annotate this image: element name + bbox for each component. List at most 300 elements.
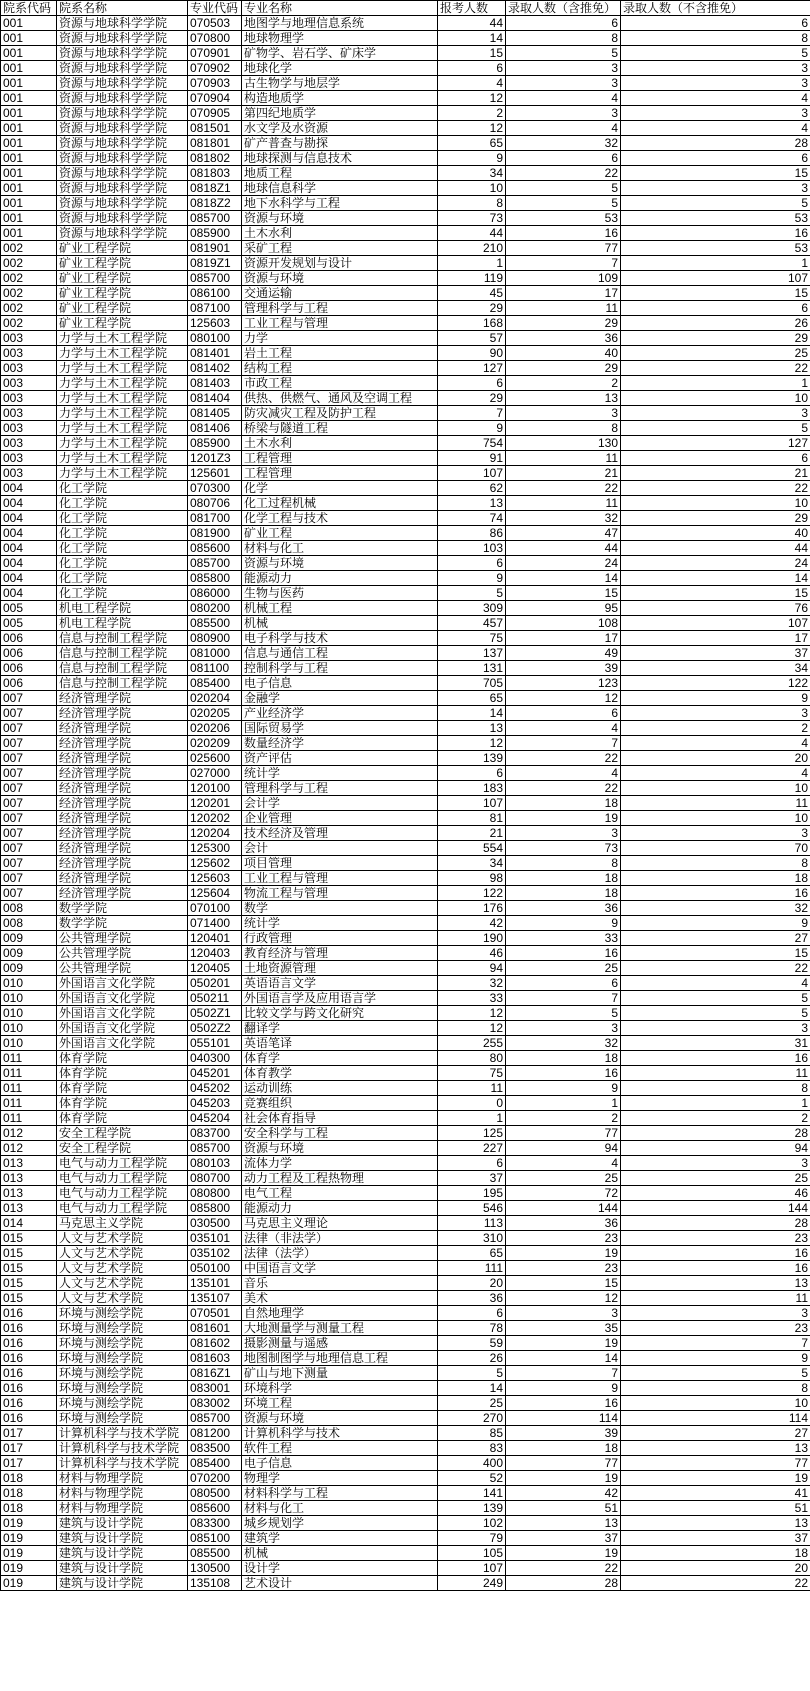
cell-admitted-excl: 10 [621, 391, 810, 406]
cell-dept-name: 经济管理学院 [57, 796, 188, 811]
cell-major-code: 135108 [188, 1576, 242, 1591]
cell-admitted-excl: 22 [621, 361, 810, 376]
cell-dept-code: 016 [1, 1306, 57, 1321]
cell-applicants: 754 [438, 436, 506, 451]
cell-dept-name: 矿业工程学院 [57, 301, 188, 316]
header-row [1, 1, 810, 16]
cell-admitted-excl: 11 [621, 1066, 810, 1081]
cell-applicants: 400 [438, 1456, 506, 1471]
cell-applicants: 34 [438, 856, 506, 871]
cell-admitted-incl: 16 [506, 226, 621, 241]
cell-admitted-excl: 3 [621, 181, 810, 196]
cell-major-code: 081602 [188, 1336, 242, 1351]
cell-applicants: 10 [438, 181, 506, 196]
cell-admitted-excl: 23 [621, 1321, 810, 1336]
cell-dept-code: 007 [1, 856, 57, 871]
cell-dept-name: 经济管理学院 [57, 871, 188, 886]
table-row [1, 136, 810, 151]
cell-admitted-incl: 11 [506, 301, 621, 316]
cell-dept-code: 019 [1, 1561, 57, 1576]
cell-dept-name: 矿业工程学院 [57, 271, 188, 286]
table-row [1, 601, 810, 616]
cell-applicants: 102 [438, 1516, 506, 1531]
cell-applicants: 139 [438, 1501, 506, 1516]
cell-admitted-incl: 22 [506, 166, 621, 181]
cell-dept-name: 建筑与设计学院 [57, 1531, 188, 1546]
cell-major-name: 电子科学与技术 [242, 631, 438, 646]
cell-dept-code: 002 [1, 301, 57, 316]
cell-major-name: 矿物学、岩石学、矿床学 [242, 46, 438, 61]
cell-dept-code: 001 [1, 46, 57, 61]
table-row [1, 316, 810, 331]
cell-admitted-incl: 19 [506, 811, 621, 826]
cell-dept-code: 007 [1, 826, 57, 841]
cell-dept-code: 012 [1, 1126, 57, 1141]
cell-applicants: 25 [438, 1396, 506, 1411]
cell-applicants: 78 [438, 1321, 506, 1336]
cell-admitted-incl: 29 [506, 316, 621, 331]
cell-major-name: 材料科学与工程 [242, 1486, 438, 1501]
cell-major-name: 比较文学与跨文化研究 [242, 1006, 438, 1021]
header-major-code: 专业代码 [188, 1, 242, 16]
cell-applicants: 37 [438, 1171, 506, 1186]
cell-dept-name: 信息与控制工程学院 [57, 676, 188, 691]
cell-major-code: 085800 [188, 1201, 242, 1216]
cell-admitted-excl: 3 [621, 826, 810, 841]
cell-applicants: 107 [438, 466, 506, 481]
cell-applicants: 65 [438, 136, 506, 151]
cell-major-code: 081403 [188, 376, 242, 391]
cell-major-code: 081000 [188, 646, 242, 661]
cell-applicants: 34 [438, 166, 506, 181]
cell-major-name: 矿山与地下测量 [242, 1366, 438, 1381]
cell-applicants: 9 [438, 571, 506, 586]
cell-dept-code: 002 [1, 256, 57, 271]
cell-admitted-excl: 18 [621, 1546, 810, 1561]
cell-major-code: 085700 [188, 271, 242, 286]
cell-admitted-incl: 4 [506, 91, 621, 106]
cell-admitted-incl: 5 [506, 1006, 621, 1021]
cell-major-name: 工程管理 [242, 451, 438, 466]
cell-dept-name: 力学与土木工程学院 [57, 391, 188, 406]
cell-admitted-excl: 6 [621, 451, 810, 466]
table-row [1, 676, 810, 691]
cell-major-code: 070901 [188, 46, 242, 61]
cell-applicants: 113 [438, 1216, 506, 1231]
cell-applicants: 195 [438, 1186, 506, 1201]
cell-dept-name: 化工学院 [57, 586, 188, 601]
cell-applicants: 8 [438, 196, 506, 211]
cell-admitted-excl: 1 [621, 1096, 810, 1111]
table-row [1, 76, 810, 91]
cell-applicants: 36 [438, 1291, 506, 1306]
table-row [1, 1096, 810, 1111]
cell-dept-code: 001 [1, 16, 57, 31]
table-row [1, 1546, 810, 1561]
cell-dept-code: 017 [1, 1426, 57, 1441]
cell-dept-code: 018 [1, 1486, 57, 1501]
cell-admitted-incl: 114 [506, 1411, 621, 1426]
cell-applicants: 210 [438, 241, 506, 256]
cell-major-name: 第四纪地质学 [242, 106, 438, 121]
cell-dept-code: 004 [1, 511, 57, 526]
table-row [1, 1441, 810, 1456]
cell-major-code: 080100 [188, 331, 242, 346]
table-row [1, 181, 810, 196]
cell-admitted-incl: 4 [506, 1156, 621, 1171]
cell-major-name: 地球化学 [242, 61, 438, 76]
cell-dept-name: 资源与地球科学学院 [57, 226, 188, 241]
cell-major-code: 120405 [188, 961, 242, 976]
cell-major-name: 资源与环境 [242, 1141, 438, 1156]
cell-major-code: 080500 [188, 1486, 242, 1501]
cell-admitted-incl: 144 [506, 1201, 621, 1216]
table-row [1, 271, 810, 286]
cell-major-code: 045204 [188, 1111, 242, 1126]
cell-major-name: 矿产普查与勘探 [242, 136, 438, 151]
table-row [1, 871, 810, 886]
cell-admitted-excl: 16 [621, 1261, 810, 1276]
cell-dept-code: 007 [1, 811, 57, 826]
cell-major-code: 135101 [188, 1276, 242, 1291]
cell-applicants: 122 [438, 886, 506, 901]
cell-admitted-incl: 73 [506, 841, 621, 856]
cell-applicants: 20 [438, 1276, 506, 1291]
cell-admitted-incl: 22 [506, 481, 621, 496]
cell-major-code: 020206 [188, 721, 242, 736]
cell-admitted-incl: 18 [506, 871, 621, 886]
cell-dept-name: 人文与艺术学院 [57, 1261, 188, 1276]
table-row [1, 1291, 810, 1306]
cell-dept-code: 019 [1, 1576, 57, 1591]
cell-admitted-incl: 9 [506, 1081, 621, 1096]
cell-major-code: 1201Z3 [188, 451, 242, 466]
cell-dept-name: 经济管理学院 [57, 691, 188, 706]
cell-major-name: 电气工程 [242, 1186, 438, 1201]
cell-dept-name: 经济管理学院 [57, 766, 188, 781]
cell-dept-name: 体育学院 [57, 1096, 188, 1111]
cell-applicants: 6 [438, 376, 506, 391]
cell-major-name: 采矿工程 [242, 241, 438, 256]
cell-major-name: 工业工程与管理 [242, 871, 438, 886]
cell-admitted-excl: 114 [621, 1411, 810, 1426]
cell-major-code: 050211 [188, 991, 242, 1006]
cell-dept-code: 019 [1, 1516, 57, 1531]
cell-major-name: 资源与环境 [242, 271, 438, 286]
cell-dept-name: 力学与土木工程学院 [57, 466, 188, 481]
cell-dept-code: 003 [1, 406, 57, 421]
cell-major-name: 金融学 [242, 691, 438, 706]
cell-applicants: 1 [438, 1111, 506, 1126]
cell-dept-code: 016 [1, 1411, 57, 1426]
cell-admitted-incl: 32 [506, 136, 621, 151]
table-row [1, 1036, 810, 1051]
cell-dept-name: 经济管理学院 [57, 826, 188, 841]
cell-admitted-excl: 37 [621, 646, 810, 661]
cell-dept-code: 018 [1, 1471, 57, 1486]
cell-major-name: 马克思主义理论 [242, 1216, 438, 1231]
cell-major-code: 120201 [188, 796, 242, 811]
cell-dept-code: 011 [1, 1081, 57, 1096]
cell-applicants: 57 [438, 331, 506, 346]
cell-admitted-excl: 94 [621, 1141, 810, 1156]
cell-major-code: 120403 [188, 946, 242, 961]
cell-major-code: 086100 [188, 286, 242, 301]
cell-dept-code: 012 [1, 1141, 57, 1156]
cell-admitted-excl: 37 [621, 1531, 810, 1546]
cell-admitted-incl: 21 [506, 466, 621, 481]
cell-major-code: 085400 [188, 1456, 242, 1471]
cell-dept-code: 001 [1, 136, 57, 151]
cell-dept-name: 人文与艺术学院 [57, 1231, 188, 1246]
cell-admitted-incl: 7 [506, 991, 621, 1006]
cell-major-name: 英语笔译 [242, 1036, 438, 1051]
cell-major-code: 070100 [188, 901, 242, 916]
table-row [1, 1186, 810, 1201]
cell-dept-code: 016 [1, 1351, 57, 1366]
cell-admitted-excl: 2 [621, 721, 810, 736]
cell-admitted-incl: 14 [506, 571, 621, 586]
cell-major-code: 125603 [188, 316, 242, 331]
cell-dept-code: 009 [1, 961, 57, 976]
table-row [1, 406, 810, 421]
cell-dept-name: 资源与地球科学学院 [57, 76, 188, 91]
cell-dept-name: 环境与测绘学院 [57, 1351, 188, 1366]
cell-major-code: 081402 [188, 361, 242, 376]
cell-major-code: 081803 [188, 166, 242, 181]
cell-admitted-excl: 70 [621, 841, 810, 856]
table-row [1, 106, 810, 121]
cell-major-name: 交通运输 [242, 286, 438, 301]
cell-major-code: 085700 [188, 556, 242, 571]
table-row [1, 511, 810, 526]
cell-applicants: 6 [438, 556, 506, 571]
cell-applicants: 137 [438, 646, 506, 661]
cell-admitted-excl: 10 [621, 781, 810, 796]
cell-major-code: 085700 [188, 1141, 242, 1156]
cell-admitted-incl: 9 [506, 1381, 621, 1396]
cell-dept-name: 机电工程学院 [57, 616, 188, 631]
cell-dept-code: 014 [1, 1216, 57, 1231]
cell-major-code: 080800 [188, 1186, 242, 1201]
cell-admitted-excl: 9 [621, 916, 810, 931]
cell-admitted-excl: 122 [621, 676, 810, 691]
cell-major-code: 085600 [188, 1501, 242, 1516]
cell-dept-code: 007 [1, 691, 57, 706]
cell-admitted-incl: 8 [506, 421, 621, 436]
cell-admitted-excl: 29 [621, 331, 810, 346]
cell-admitted-incl: 3 [506, 406, 621, 421]
table-row [1, 1306, 810, 1321]
cell-major-code: 086000 [188, 586, 242, 601]
cell-major-name: 防灾减灾工程及防护工程 [242, 406, 438, 421]
cell-major-name: 土木水利 [242, 226, 438, 241]
cell-applicants: 6 [438, 1156, 506, 1171]
cell-applicants: 9 [438, 421, 506, 436]
cell-admitted-excl: 32 [621, 901, 810, 916]
cell-dept-code: 015 [1, 1291, 57, 1306]
cell-admitted-excl: 51 [621, 1501, 810, 1516]
cell-major-code: 070200 [188, 1471, 242, 1486]
cell-major-name: 运动训练 [242, 1081, 438, 1096]
cell-applicants: 249 [438, 1576, 506, 1591]
cell-applicants: 79 [438, 1531, 506, 1546]
table-row [1, 391, 810, 406]
cell-applicants: 73 [438, 211, 506, 226]
cell-applicants: 255 [438, 1036, 506, 1051]
cell-dept-code: 013 [1, 1186, 57, 1201]
cell-applicants: 183 [438, 781, 506, 796]
cell-major-code: 070503 [188, 16, 242, 31]
cell-dept-name: 矿业工程学院 [57, 241, 188, 256]
cell-dept-name: 化工学院 [57, 526, 188, 541]
cell-admitted-excl: 20 [621, 751, 810, 766]
cell-admitted-excl: 10 [621, 1396, 810, 1411]
cell-admitted-excl: 3 [621, 1156, 810, 1171]
cell-major-name: 行政管理 [242, 931, 438, 946]
cell-dept-code: 003 [1, 376, 57, 391]
table-row [1, 376, 810, 391]
cell-admitted-incl: 72 [506, 1186, 621, 1201]
cell-dept-code: 015 [1, 1246, 57, 1261]
cell-major-name: 美术 [242, 1291, 438, 1306]
cell-admitted-excl: 18 [621, 871, 810, 886]
table-row [1, 976, 810, 991]
cell-dept-code: 002 [1, 316, 57, 331]
cell-major-code: 085700 [188, 211, 242, 226]
cell-applicants: 111 [438, 1261, 506, 1276]
cell-major-name: 供热、供燃气、通风及空调工程 [242, 391, 438, 406]
cell-dept-name: 资源与地球科学学院 [57, 31, 188, 46]
table-row [1, 706, 810, 721]
cell-dept-code: 016 [1, 1396, 57, 1411]
cell-applicants: 12 [438, 1021, 506, 1036]
cell-admitted-excl: 8 [621, 31, 810, 46]
cell-dept-code: 001 [1, 166, 57, 181]
cell-dept-code: 016 [1, 1336, 57, 1351]
table-row [1, 961, 810, 976]
cell-major-code: 083700 [188, 1126, 242, 1141]
cell-dept-code: 011 [1, 1111, 57, 1126]
cell-admitted-excl: 17 [621, 631, 810, 646]
cell-dept-name: 环境与测绘学院 [57, 1411, 188, 1426]
cell-dept-name: 经济管理学院 [57, 736, 188, 751]
cell-dept-name: 建筑与设计学院 [57, 1546, 188, 1561]
cell-applicants: 12 [438, 1006, 506, 1021]
cell-major-name: 结构工程 [242, 361, 438, 376]
cell-major-code: 081401 [188, 346, 242, 361]
cell-major-name: 资源开发规划与设计 [242, 256, 438, 271]
cell-admitted-incl: 3 [506, 76, 621, 91]
cell-applicants: 457 [438, 616, 506, 631]
cell-admitted-incl: 33 [506, 931, 621, 946]
cell-major-code: 081404 [188, 391, 242, 406]
cell-major-name: 教育经济与管理 [242, 946, 438, 961]
cell-admitted-incl: 5 [506, 196, 621, 211]
cell-dept-code: 008 [1, 901, 57, 916]
cell-major-name: 音乐 [242, 1276, 438, 1291]
cell-admitted-incl: 19 [506, 1336, 621, 1351]
cell-dept-name: 信息与控制工程学院 [57, 631, 188, 646]
cell-admitted-excl: 5 [621, 421, 810, 436]
cell-admitted-incl: 13 [506, 1516, 621, 1531]
cell-admitted-incl: 4 [506, 766, 621, 781]
cell-dept-code: 017 [1, 1441, 57, 1456]
cell-dept-name: 经济管理学院 [57, 751, 188, 766]
cell-major-code: 0818Z2 [188, 196, 242, 211]
cell-major-name: 数学 [242, 901, 438, 916]
cell-major-name: 地球信息科学 [242, 181, 438, 196]
cell-applicants: 33 [438, 991, 506, 1006]
cell-dept-code: 013 [1, 1171, 57, 1186]
cell-dept-code: 016 [1, 1381, 57, 1396]
cell-admitted-incl: 7 [506, 1366, 621, 1381]
cell-applicants: 125 [438, 1126, 506, 1141]
header-major-name: 专业名称 [242, 1, 438, 16]
table-row [1, 1006, 810, 1021]
cell-admitted-excl: 19 [621, 1471, 810, 1486]
table-row [1, 751, 810, 766]
cell-major-code: 080103 [188, 1156, 242, 1171]
cell-dept-name: 化工学院 [57, 511, 188, 526]
cell-dept-code: 001 [1, 121, 57, 136]
cell-dept-name: 资源与地球科学学院 [57, 136, 188, 151]
cell-admitted-excl: 15 [621, 586, 810, 601]
cell-admitted-incl: 77 [506, 241, 621, 256]
cell-admitted-excl: 76 [621, 601, 810, 616]
cell-major-code: 085700 [188, 1411, 242, 1426]
cell-major-code: 083001 [188, 1381, 242, 1396]
cell-major-code: 083002 [188, 1396, 242, 1411]
cell-major-name: 统计学 [242, 916, 438, 931]
cell-admitted-excl: 10 [621, 496, 810, 511]
cell-admitted-incl: 18 [506, 886, 621, 901]
cell-major-name: 计算机科学与技术 [242, 1426, 438, 1441]
cell-applicants: 103 [438, 541, 506, 556]
cell-dept-code: 006 [1, 676, 57, 691]
cell-major-name: 体育学 [242, 1051, 438, 1066]
cell-major-name: 地下水科学与工程 [242, 196, 438, 211]
cell-dept-name: 资源与地球科学学院 [57, 151, 188, 166]
cell-admitted-incl: 12 [506, 1291, 621, 1306]
cell-admitted-excl: 10 [621, 811, 810, 826]
cell-admitted-incl: 53 [506, 211, 621, 226]
cell-admitted-incl: 77 [506, 1126, 621, 1141]
cell-admitted-excl: 31 [621, 1036, 810, 1051]
table-row [1, 556, 810, 571]
cell-admitted-excl: 41 [621, 1486, 810, 1501]
cell-major-name: 建筑学 [242, 1531, 438, 1546]
table-row [1, 631, 810, 646]
cell-dept-name: 力学与土木工程学院 [57, 436, 188, 451]
cell-dept-code: 001 [1, 76, 57, 91]
cell-major-code: 135107 [188, 1291, 242, 1306]
cell-dept-name: 力学与土木工程学院 [57, 421, 188, 436]
cell-admitted-excl: 23 [621, 1231, 810, 1246]
cell-admitted-excl: 3 [621, 106, 810, 121]
cell-applicants: 46 [438, 946, 506, 961]
cell-dept-name: 外国语言文化学院 [57, 976, 188, 991]
cell-admitted-excl: 20 [621, 1561, 810, 1576]
cell-major-name: 构造地质学 [242, 91, 438, 106]
cell-admitted-excl: 2 [621, 1111, 810, 1126]
cell-applicants: 98 [438, 871, 506, 886]
cell-major-name: 信息与通信工程 [242, 646, 438, 661]
cell-admitted-excl: 16 [621, 1051, 810, 1066]
cell-admitted-excl: 1 [621, 256, 810, 271]
cell-applicants: 45 [438, 286, 506, 301]
cell-admitted-excl: 107 [621, 271, 810, 286]
